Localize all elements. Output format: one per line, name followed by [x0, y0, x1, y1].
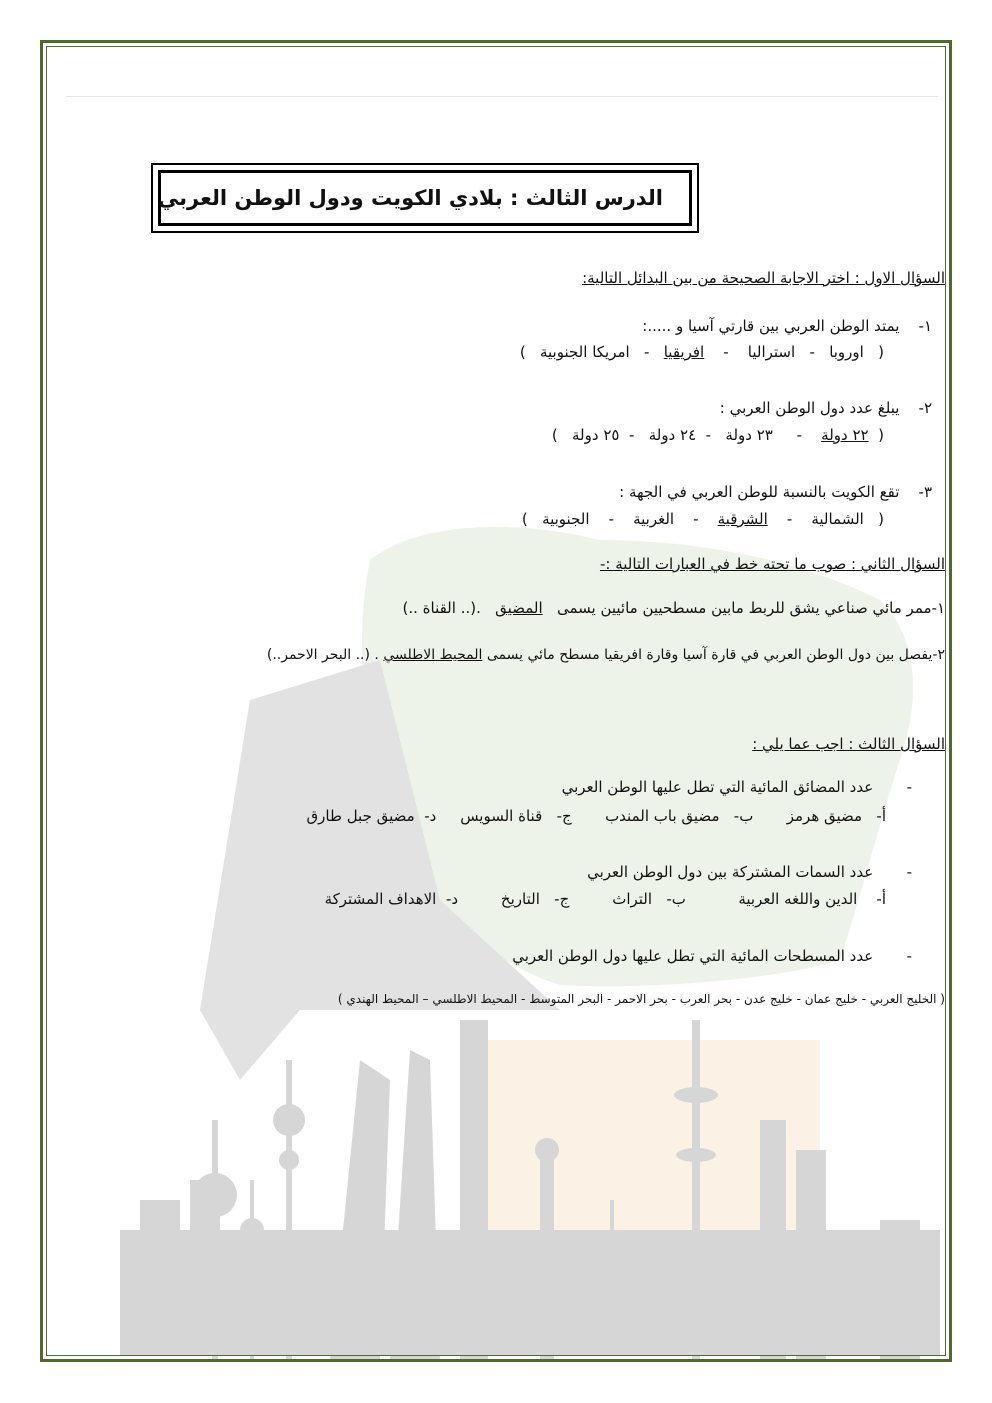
q3-item-2-text: عدد السمات المشتركة بين دول الوطن العربي: [587, 863, 874, 881]
q1-item-1-option: اوروبا: [829, 343, 864, 361]
q1-item-3-option: الشمالية: [811, 510, 864, 528]
q1-item-1-option: امريكا الجنوبية: [539, 343, 630, 361]
q3-item-2: [587, 862, 912, 882]
q3-item-3-bullet: -: [906, 947, 912, 965]
q3-item-3-answer-line: ( الخليج العربي - خليج عمان - خليج عدن - بحر العرب - بحر الاحمر - البحر المتوسط - المحيط الاطلسي – المحيط الهندي ): [337, 992, 945, 1006]
answer-letter: د-: [445, 890, 458, 908]
q1-item-3-correct-option: الشرقية: [717, 510, 768, 528]
answer-letter: أ-: [876, 807, 886, 825]
q3-item-2-bullet: -: [906, 863, 912, 881]
q3-item-2-answers: [325, 889, 886, 909]
q1-item-1: [642, 316, 932, 336]
q1-item-1-num: ١-: [918, 317, 932, 335]
answer-text: الاهداف المشتركة: [324, 890, 437, 908]
answer-text: قناة السويس: [460, 807, 543, 825]
q1-item-3-options: ( الشمالية - الشرقية - الغربية - الجنوبية ): [521, 510, 884, 528]
page-title: الدرس الثالث : بلادي الكويت ودول الوطن العربي: [157, 186, 663, 210]
q2-item-1-text: ١-ممر مائي صناعي يشق للربط مابين مسطحيين مائيين يسمى: [556, 599, 945, 617]
answer-letter: ج-: [556, 807, 572, 825]
q1-item-1-correct-option: افريقيا: [663, 343, 705, 361]
q1-item-1-options: ( اوروبا - استراليا - افريقيا - امريكا الجنوبية ): [519, 343, 884, 361]
q3-item-1-answers: [307, 806, 886, 826]
q2-item-2-correction: . (.. البحر الاحمر..): [266, 647, 379, 663]
q3-heading: السؤال الثالث : اجب عما يلي :: [752, 735, 945, 753]
q2-item-1: [402, 598, 945, 618]
q2-item-2: [267, 645, 945, 665]
q3-item-3-text: عدد المسطحات المائية التي تطل عليها دول الوطن العربي: [512, 947, 874, 965]
answer-letter: أ-: [876, 890, 886, 908]
q2-heading: السؤال الثاني : صوب ما تحته خط في العبارات التالية :-: [599, 555, 945, 573]
answer-text: مضيق باب المندب: [605, 807, 720, 825]
q3-item-3: [512, 946, 912, 966]
q2-item-2-text: ٢-يفصل بين دول الوطن العربي في قارة آسيا وقارة افريقيا مسطح مائي يسمى: [486, 647, 945, 663]
title-box-inner: [158, 170, 692, 226]
q1-item-2: [720, 398, 932, 418]
q1-item-2-stem: يبلغ عدد دول الوطن العربي :: [719, 399, 900, 417]
q3-item-1-bullet: -: [906, 778, 912, 796]
q1-heading: السؤال الاول : اختر الاجابة الصحيحة من بين البدائل التالية:: [582, 269, 945, 287]
answer-letter: ب-: [666, 890, 686, 908]
q1-item-2-option: ٢٥ دولة: [572, 426, 620, 444]
q3-item-1-text: عدد المضائق المائية التي تطل عليها الوطن العربي: [561, 778, 874, 796]
q1-item-2-option: ٢٣ دولة: [725, 426, 773, 444]
q1-item-3-option: الجنوبية: [542, 510, 590, 528]
answer-text: التاريخ: [500, 890, 540, 908]
answer-text: الدين واللغه العربية: [738, 890, 858, 908]
q1-item-1-option: استراليا: [747, 343, 796, 361]
q2-item-2-underlined: المحيط الاطلسي: [383, 647, 483, 663]
answer-text: التراث: [612, 890, 653, 908]
answer-letter: ب-: [733, 807, 754, 825]
q1-item-2-correct-option: ٢٢ دولة: [821, 426, 869, 444]
q2-item-1-underlined: المضيق: [495, 599, 543, 617]
q1-item-2-options: ( ٢٢ دولة - ٢٣ دولة - ٢٤ دولة - ٢٥ دولة ): [551, 426, 884, 444]
answer-letter: د-: [424, 807, 437, 825]
q1-item-3-num: ٣-: [918, 483, 932, 501]
q1-item-3-option: الغربية: [633, 510, 675, 528]
top-divider: [66, 96, 938, 97]
q1-item-3-stem: تقع الكويت بالنسبة للوطن العربي في الجهة :: [619, 483, 900, 501]
q1-item-2-option: ٢٤ دولة: [648, 426, 697, 444]
q1-item-3: [619, 482, 932, 502]
q1-item-2-num: ٢-: [918, 399, 932, 417]
q2-item-1-correction: .(.. القناة ..): [402, 599, 481, 617]
page-border-inner: [46, 46, 946, 1356]
answer-letter: ج-: [554, 890, 570, 908]
title-box: [151, 163, 699, 233]
answer-text: مضيق هرمز: [786, 807, 863, 825]
answer-text: مضيق جبل طارق: [306, 807, 415, 825]
q1-item-1-stem: يمتد الوطن العربي بين قارتي آسيا و .....:: [642, 317, 900, 335]
q3-item-1: [562, 777, 912, 797]
